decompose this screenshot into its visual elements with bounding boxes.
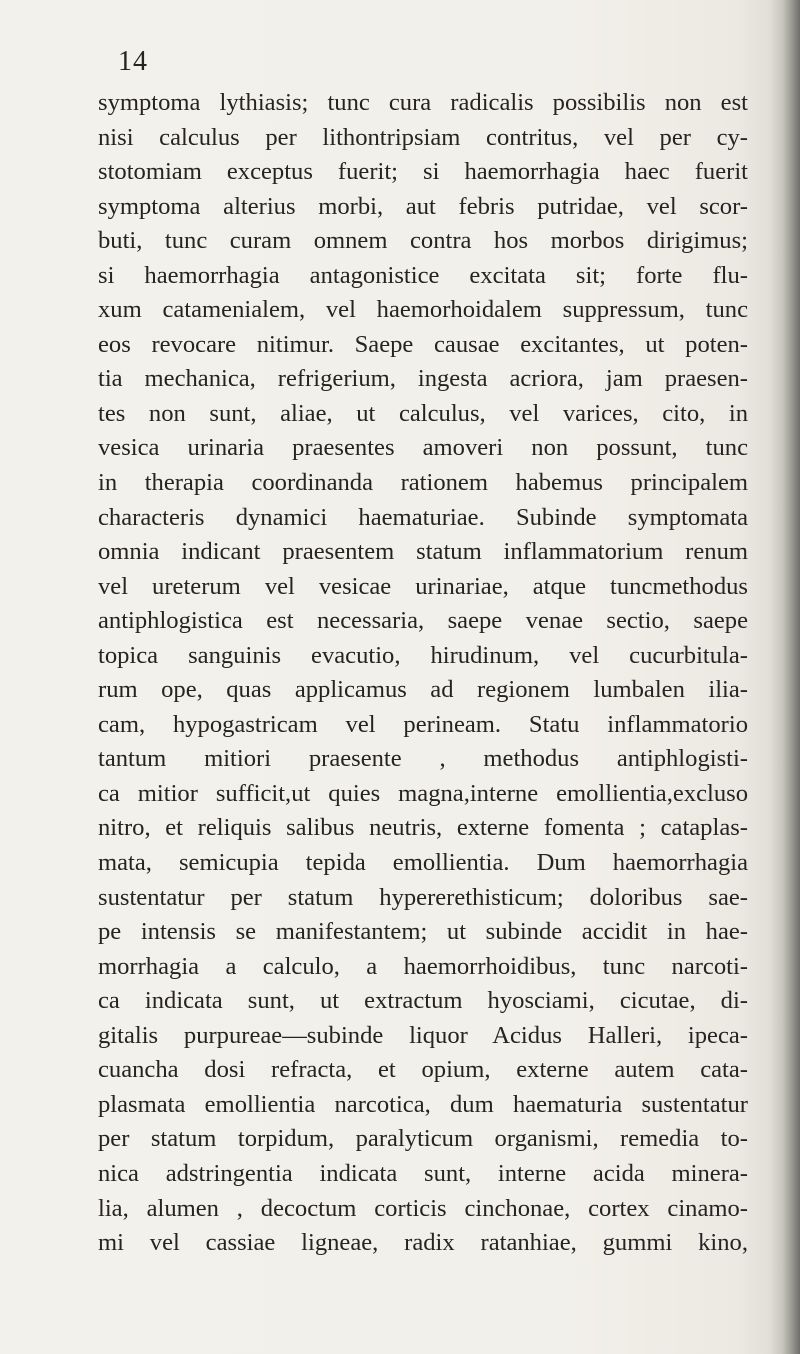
- text-line: vel ureterum vel vesicae urinariae, atque tuncmethodus: [98, 572, 748, 600]
- text-line: topica sanguinis evacutio, hirudinum, vel cucurbitula-: [98, 641, 748, 669]
- text-line: sustentatur per statum hypererethisticum; doloribus sae-: [98, 883, 748, 911]
- text-line: vesica urinaria praesentes amoveri non possunt, tunc: [98, 434, 748, 462]
- text-line: in therapia coordinanda rationem habemus principalem: [98, 469, 748, 497]
- text-line: symptoma alterius morbi, aut febris putridae, vel scor-: [98, 192, 748, 220]
- text-line: nitro, et reliquis salibus neutris, externe fomenta ; cataplas-: [98, 814, 748, 842]
- text-line: stotomiam exceptus fuerit; si haemorrhagia haec fuerit: [98, 158, 748, 186]
- text-line: si haemorrhagia antagonistice excitata sit; forte flu-: [98, 261, 748, 289]
- text-line: nisi calculus per lithontripsiam contritus, vel per cy-: [98, 123, 748, 151]
- text-line: nica adstringentia indicata sunt, interne acida minera-: [98, 1159, 748, 1187]
- text-line: cuancha dosi refracta, et opium, externe autem cata-: [98, 1056, 748, 1084]
- text-line: ca mitior sufficit,ut quies magna,interne emollientia,excluso: [98, 779, 748, 807]
- text-line: rum ope, quas applicamus ad regionem lumbalen ilia-: [98, 676, 748, 704]
- text-line: pe intensis se manifestantem; ut subinde accidit in hae-: [98, 918, 748, 946]
- text-line: characteris dynamici haematuriae. Subinde symptomata: [98, 503, 748, 531]
- text-line: mi vel cassiae ligneae, radix ratanhiae, gummi kino,: [98, 1229, 748, 1257]
- text-line: xum catamenialem, vel haemorhoidalem suppressum, tunc: [98, 296, 748, 324]
- text-line: lia, alumen , decoctum corticis cinchonae, cortex cinamo-: [98, 1194, 748, 1222]
- text-line: tia mechanica, refrigerium, ingesta acriora, jam praesen-: [98, 365, 748, 393]
- text-line: buti, tunc curam omnem contra hos morbos dirigimus;: [98, 227, 748, 255]
- text-line: mata, semicupia tepida emollientia. Dum haemorrhagia: [98, 849, 748, 877]
- page-number: 14: [118, 46, 148, 77]
- text-line: symptoma lythiasis; tunc cura radicalis possibilis non est: [98, 89, 748, 116]
- text-line: omnia indicant praesentem statum inflammatorium renum: [98, 538, 748, 566]
- text-line: tantum mitiori praesente , methodus antiphlogisti-: [98, 745, 748, 773]
- text-line: antiphlogistica est necessaria, saepe venae sectio, saepe: [98, 607, 748, 635]
- text-line: cam, hypogastricam vel perineam. Statu inflammatorio: [98, 710, 748, 738]
- page-edge-shadow: [770, 0, 800, 1354]
- body-text: [98, 86, 748, 1261]
- text-line: plasmata emollientia narcotica, dum haematuria sustentatur: [98, 1090, 748, 1118]
- text-line: morrhagia a calculo, a haemorrhoidibus, tunc narcoti-: [98, 952, 748, 980]
- text-line: tes non sunt, aliae, ut calculus, vel varices, cito, in: [98, 399, 748, 427]
- text-line: per statum torpidum, paralyticum organismi, remedia to-: [98, 1125, 748, 1153]
- text-line: eos revocare nitimur. Saepe causae excitantes, ut poten-: [98, 330, 748, 358]
- text-line: gitalis purpureae—subinde liquor Acidus Halleri, ipeca-: [98, 1021, 748, 1049]
- text-line: ca indicata sunt, ut extractum hyosciami, cicutae, di-: [98, 987, 748, 1015]
